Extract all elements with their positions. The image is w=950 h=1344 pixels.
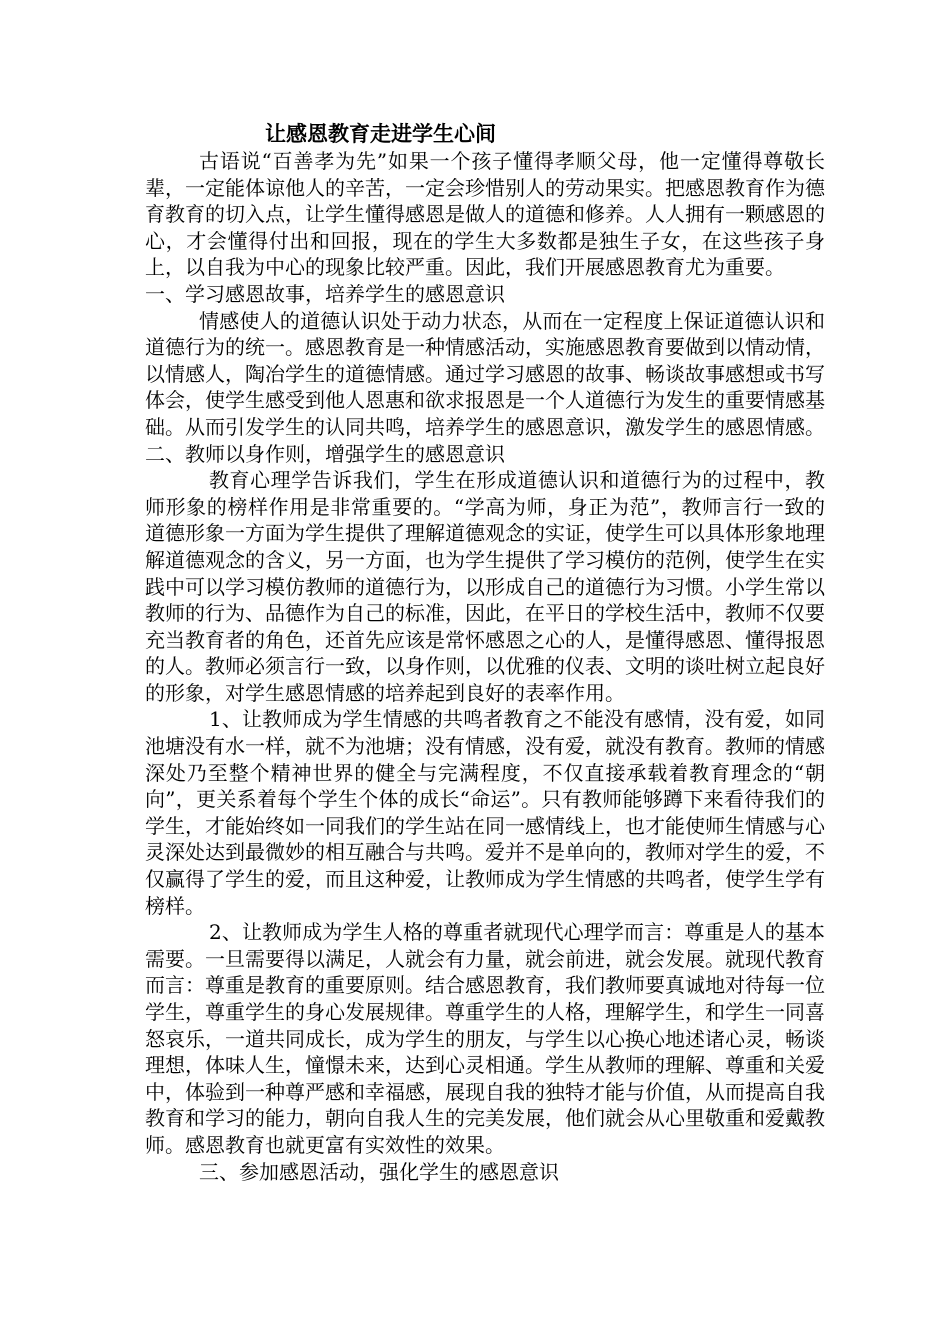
section-heading-3: 三、参加感恩活动，强化学生的感恩意识 bbox=[199, 1159, 559, 1184]
document-page bbox=[145, 120, 825, 1185]
paragraph-section-1: 情感使人的道德认识处于动力状态，从而在一定程度上保证道德认识和道德行为的统一。感恩教育是一种情感活动，实施感恩教育要做到以情动情，以情感人，陶冶学生的道德情感。通过学习感恩的故事、畅谈故事感想或书写体会，使学生感受到他人恩惠和欲求报恩是一个人道德行为发生的重要情感基础。从而引发学生的认同共鸣，培养学生的感恩意识，激发学生的感恩情感。 bbox=[145, 308, 825, 439]
paragraph-subsection-1: 1、让教师成为学生情感的共鸣者教育之不能没有感情，没有爱，如同池塘没有水一样，就不为池塘；没有情感，没有爱，就没有教育。教师的情感深处乃至整个精神世界的健全与完满程度，不仅直接承载着教育理念的“朝向”，更关系着每个学生个体的成长“命运”。只有教师能够蹲下来看待我们的学生，才能始终如一同我们的学生站在同一感情线上，也才能使师生情感与心灵深处达到最微妙的相互融合与共鸣。爱并不是单向的，教师对学生的爱，不仅赢得了学生的爱，而且这种爱，让教师成为学生情感的共鸣者，使学生学有榜样。 bbox=[145, 707, 825, 918]
paragraph-intro: 古语说“百善孝为先”如果一个孩子懂得孝顺父母，他一定懂得尊敬长辈，一定能体谅他人的辛苦，一定会珍惜别人的劳动果实。把感恩教育作为德育教育的切入点，让学生懂得感恩是做人的道德和修养。人人拥有一颗感恩的心，才会懂得付出和回报，现在的学生大多数都是独生子女，在这些孩子身上，以自我为中心的现象比较严重。因此，我们开展感恩教育尤为重要。 bbox=[145, 149, 825, 280]
section-heading-1: 一、学习感恩故事，培养学生的感恩意识 bbox=[145, 281, 505, 306]
section-heading-2: 二、教师以身作则，增强学生的感恩意识 bbox=[145, 441, 505, 466]
paragraph-section-2: 教育心理学告诉我们，学生在形成道德认识和道德行为的过程中，教师形象的榜样作用是非常重要的。“学高为师，身正为范”，教师言行一致的道德形象一方面为学生提供了理解道德观念的实证，使学生可以具体形象地理解道德观念的含义，另一方面，也为学生提供了学习模仿的范例，使学生在实践中可以学习模仿教师的道德行为，以形成自己的道德行为习惯。小学生常以教师的行为、品德作为自己的标准，因此，在平日的学校生活中，教师不仅要充当教育者的角色，还首先应该是常怀感恩之心的人，是懂得感恩、懂得报恩的人。教师必须言行一致，以身作则，以优雅的仪表、文明的谈吐树立起良好的形象，对学生感恩情感的培养起到良好的表率作用。 bbox=[145, 468, 825, 705]
document-title: 让感恩教育走进学生心间 bbox=[265, 121, 496, 146]
paragraph-subsection-2: 2、让教师成为学生人格的尊重者就现代心理学而言：尊重是人的基本需要。一旦需要得以满足，人就会有力量，就会前进，就会发展。就现代教育而言：尊重是教育的重要原则。结合感恩教育，我们教师要真诚地对待每一位学生，尊重学生的身心发展规律。尊重学生的人格，理解学生，和学生一同喜怒哀乐，一道共同成长，成为学生的朋友，与学生以心换心地述诸心灵，畅谈理想，体味人生，憧憬未来，达到心灵相通。学生从教师的理解、尊重和关爱中，体验到一种尊严感和幸福感，展现自我的独特才能与价值，从而提高自我教育和学习的能力，朝向自我人生的完美发展，他们就会从心里敬重和爱戴教师。感恩教育也就更富有实效性的效果。 bbox=[145, 920, 825, 1157]
